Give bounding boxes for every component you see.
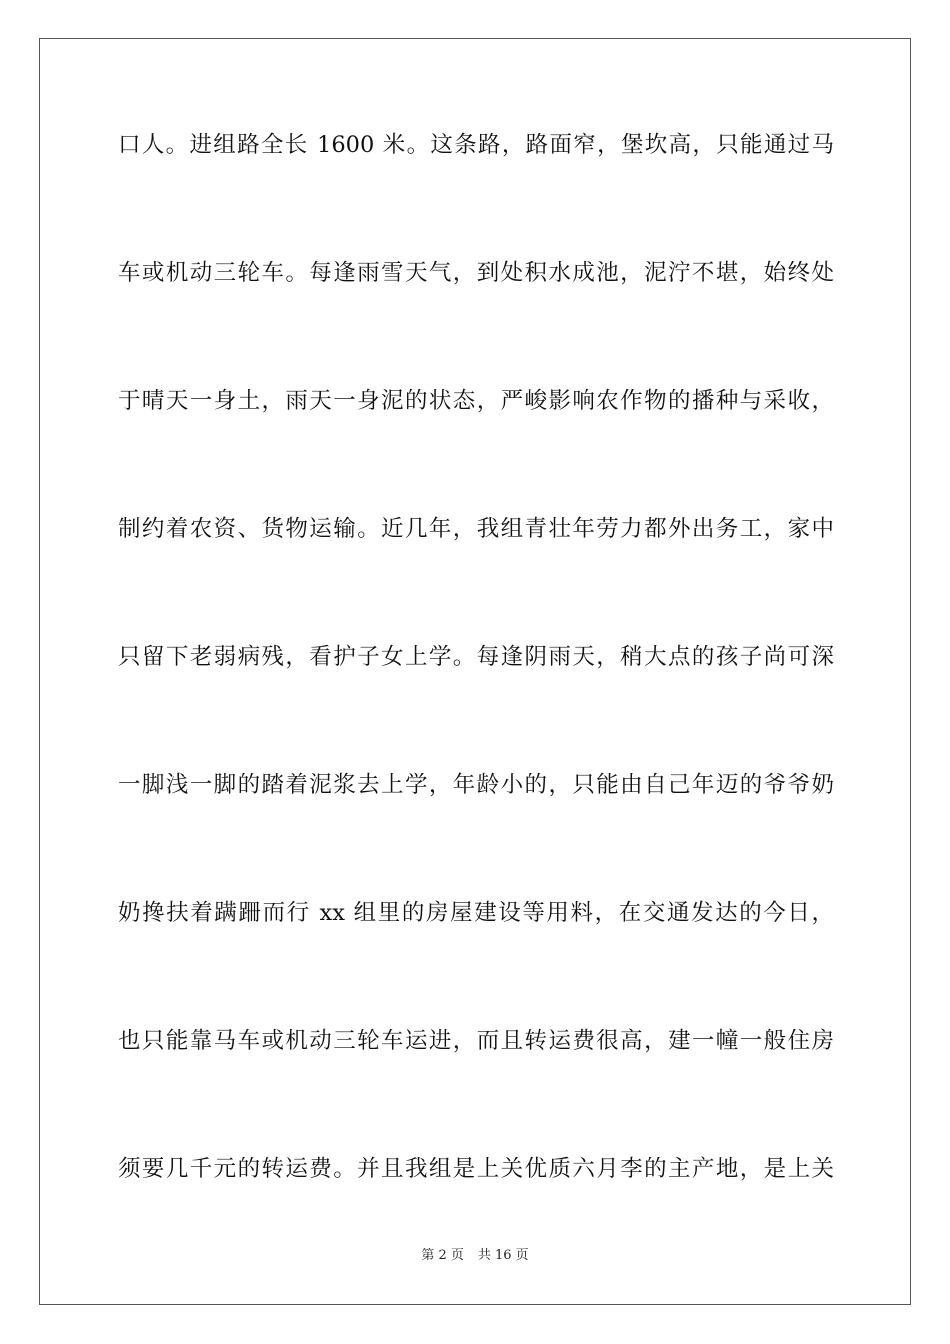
paragraph-line: 奶搀扶着蹒跚而行 xx 组里的房屋建设等用料，在交通发达的今日， — [118, 900, 834, 926]
paragraph-line: 须要几千元的转运费。并且我组是上关优质六月李的主产地，是上关 — [118, 1156, 834, 1182]
paragraph-line: 口人。进组路全长 1600 米。这条路，路面窄，堡坎高，只能通过马 — [118, 132, 834, 158]
page-number: 第 2 页 — [421, 1248, 464, 1263]
paragraph-line: 也只能靠马车或机动三轮车运进，而且转运费很高，建一幢一般住房 — [118, 1028, 834, 1054]
paragraph-line: 一脚浅一脚的踏着泥浆去上学，年龄小的，只能由自己年迈的爷爷奶 — [118, 772, 834, 798]
paragraph-line: 车或机动三轮车。每逢雨雪天气，到处积水成池，泥泞不堪，始终处 — [118, 260, 834, 286]
paragraph-line: 只留下老弱病残，看护子女上学。每逢阴雨天，稍大点的孩子尚可深 — [118, 644, 834, 670]
page-total: 共 16 页 — [477, 1248, 529, 1263]
paragraph-line: 于晴天一身土，雨天一身泥的状态，严峻影响农作物的播种与采收， — [118, 388, 834, 414]
paragraph-line: 制约着农资、货物运输。近几年，我组青壮年劳力都外出务工，家中 — [118, 516, 834, 542]
document-body — [118, 130, 834, 1282]
page-footer — [0, 1247, 950, 1265]
